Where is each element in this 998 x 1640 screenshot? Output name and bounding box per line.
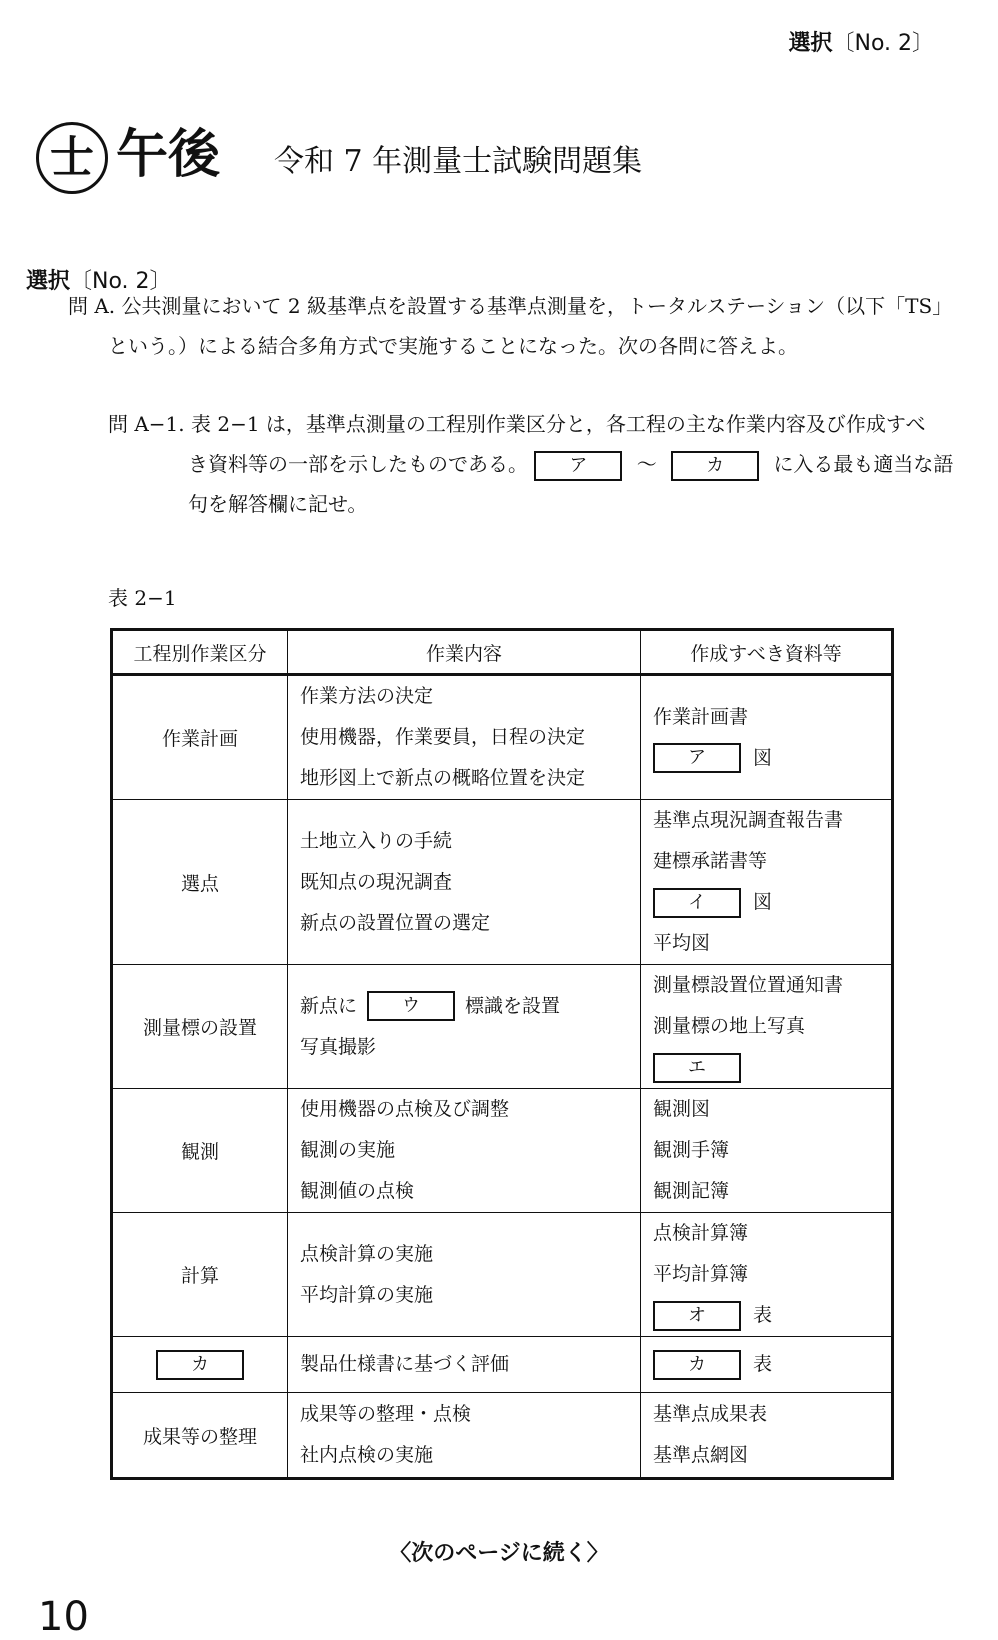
table-row-observation (112, 1089, 893, 1213)
table-row-marker (112, 965, 893, 1089)
work-item: 製品仕様書に基づく評価 (300, 1353, 510, 1375)
work-item: 使用機器の点検及び調整 (300, 1098, 510, 1120)
table-row-selection (112, 800, 893, 965)
docs-results (641, 1393, 893, 1479)
header-select-bold: 選択 (788, 31, 833, 56)
doc-item: 点検計算簿 (653, 1222, 749, 1244)
work-selection (288, 800, 641, 965)
doc-blank-line (653, 1047, 879, 1088)
section-select-bold: 選択 (26, 269, 71, 294)
doc-item: 作業計画書 (653, 705, 749, 728)
blank-i: イ (653, 888, 741, 918)
blank-o: オ (653, 1301, 741, 1331)
doc-item: 基準点成果表 (653, 1403, 768, 1425)
table-row-planning (112, 675, 893, 800)
work-text: 標識を設置 (465, 994, 561, 1017)
work-item: 平均計算の実施 (300, 1283, 434, 1306)
docs-quality (641, 1337, 893, 1393)
process-planning: 作業計画 (112, 675, 288, 800)
doc-item: 基準点現況調査報告書 (653, 809, 844, 831)
process-selection: 選点 (112, 800, 288, 965)
header-process: 工程別作業区分 (112, 630, 288, 675)
work-item: 点検計算の実施 (300, 1242, 434, 1265)
work-item: 作業方法の決定 (300, 685, 434, 707)
work-text: 新点に (300, 994, 358, 1017)
docs-selection (641, 800, 893, 965)
doc-item: 観測記簿 (653, 1180, 730, 1202)
process-results: 成果等の整理 (112, 1393, 288, 1479)
work-marker (288, 965, 641, 1089)
question-a1-line2 (188, 444, 953, 484)
continue-notice: 〈次のページに続く〉 (389, 1541, 609, 1566)
work-results (288, 1393, 641, 1479)
table-row-calculation (112, 1213, 893, 1337)
docs-planning (641, 675, 893, 800)
doc-item: 測量標の地上写真 (653, 1015, 806, 1037)
docs-calculation (641, 1213, 893, 1337)
work-quality (288, 1337, 641, 1393)
doc-blank-line (653, 1295, 879, 1336)
header-select-number: 〔No. 2〕 (832, 31, 934, 56)
table-row-results (112, 1393, 893, 1479)
work-observation (288, 1089, 641, 1213)
tilde: 〜 (636, 452, 657, 476)
table-caption: 表 2−1 (108, 586, 177, 610)
work-item: 観測値の点検 (300, 1180, 415, 1202)
work-item-blank (300, 986, 628, 1027)
question-a-line1: 問 A. 公共測量において 2 級基準点を設置する基準点測量を，トータルステーション（以下「TS」 (68, 294, 953, 318)
question-a1-line2-tail: に入る最も適当な語 (773, 452, 954, 476)
blank-ka-end: カ (671, 451, 759, 481)
doc-blank-line (653, 882, 879, 923)
work-item: 地形図上で新点の概略位置を決定 (300, 767, 586, 789)
doc-item: 観測手簿 (653, 1139, 730, 1161)
page-number: 10 (38, 1594, 89, 1640)
process-calculation: 計算 (112, 1213, 288, 1337)
question-a1-line1: 問 A−1. 表 2−1 は，基準点測量の工程別作業区分と，各工程の主な作業内容及び作成すべ (108, 412, 926, 436)
doc-item: 測量標設置位置通知書 (653, 974, 844, 996)
doc-item: 建標承諾書等 (653, 850, 768, 872)
exam-badge (36, 122, 108, 194)
blank-ka-process: カ (156, 1350, 244, 1380)
blank-suffix: 図 (753, 891, 773, 913)
blank-a: ア (653, 743, 741, 773)
blank-e: エ (653, 1053, 741, 1083)
blank-a-start: ア (534, 451, 622, 481)
doc-item: 基準点網図 (653, 1444, 749, 1466)
table-row-quality (112, 1337, 893, 1393)
work-item: 成果等の整理・点検 (300, 1403, 472, 1425)
process-quality (112, 1337, 288, 1393)
work-item: 使用機器，作業要員，日程の決定 (300, 726, 586, 748)
blank-suffix: 図 (753, 746, 773, 769)
doc-blank-line (653, 738, 879, 779)
section-select-number: 〔No. 2〕 (70, 269, 172, 294)
docs-marker (641, 965, 893, 1089)
blank-ka-doc: カ (653, 1350, 741, 1380)
afternoon-title: 午後 (116, 124, 221, 185)
work-item: 写真撮影 (300, 1035, 377, 1058)
doc-item: 観測図 (653, 1098, 711, 1120)
blank-suffix: 表 (753, 1304, 773, 1326)
exam-badge-char: 士 (50, 132, 94, 183)
blank-suffix: 表 (753, 1353, 773, 1375)
work-item: 観測の実施 (300, 1139, 396, 1161)
process-marker: 測量標の設置 (112, 965, 288, 1089)
question-a-line2: という。）による結合多角方式で実施することになった。次の各問に答えよ。 (108, 334, 798, 358)
work-item: 土地立入りの手続 (300, 829, 453, 852)
work-item: 既知点の現況調査 (300, 870, 453, 893)
blank-u: ウ (367, 991, 455, 1021)
header-section-label (788, 26, 934, 57)
doc-item: 平均計算簿 (653, 1263, 749, 1285)
question-a1-line3: 句を解答欄に記せ。 (188, 492, 368, 516)
header-documents: 作成すべき資料等 (641, 630, 893, 675)
doc-item: 平均図 (653, 932, 711, 954)
work-planning (288, 675, 641, 800)
book-title: 令和 7 年測量士試験問題集 (274, 144, 643, 179)
doc-blank-line (653, 1344, 879, 1385)
question-a1-line2-text: き資料等の一部を示したものである。 (188, 452, 528, 476)
header-work: 作業内容 (288, 630, 641, 675)
work-calculation (288, 1213, 641, 1337)
work-item: 新点の設置位置の選定 (300, 911, 491, 934)
work-item: 社内点検の実施 (300, 1444, 434, 1466)
work-process-table (110, 628, 894, 1480)
process-observation: 観測 (112, 1089, 288, 1213)
table-header-row (112, 630, 893, 675)
docs-observation (641, 1089, 893, 1213)
